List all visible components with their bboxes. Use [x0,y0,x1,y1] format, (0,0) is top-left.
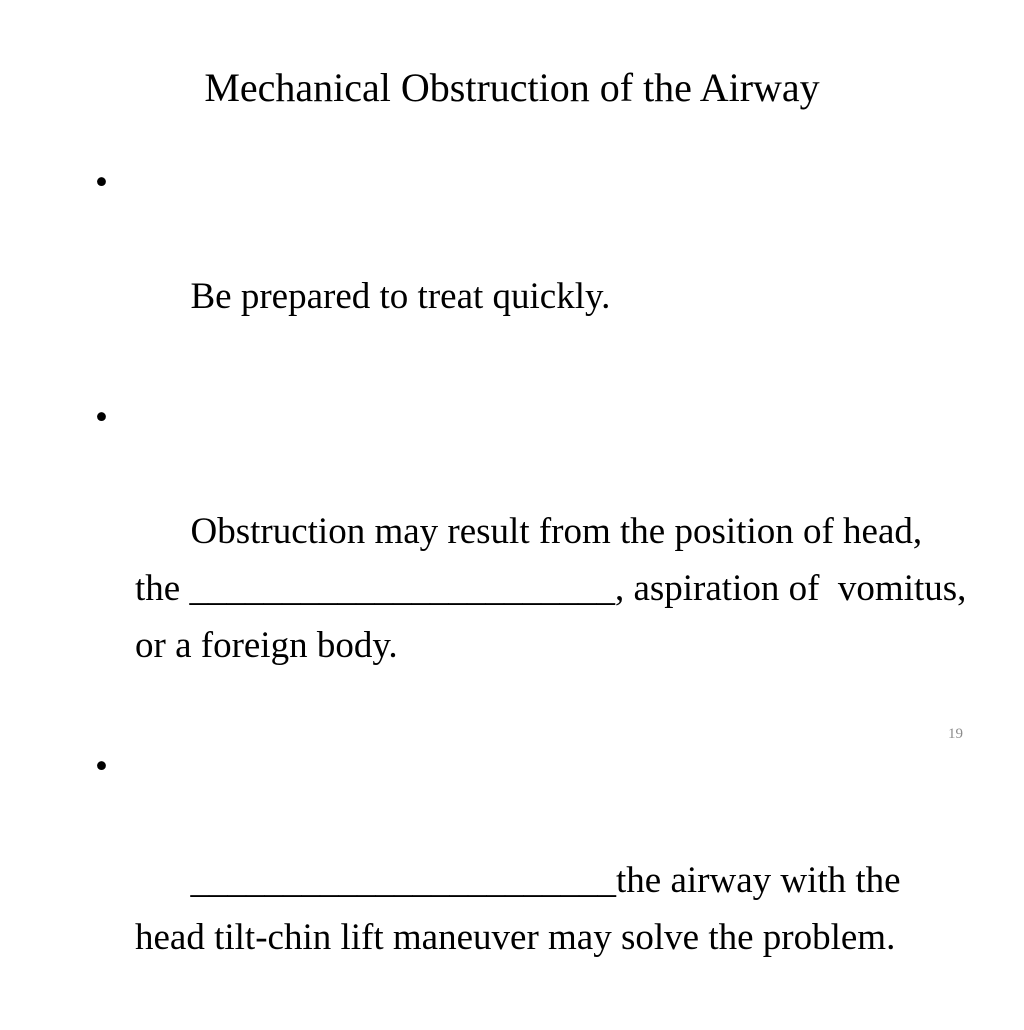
bullet-icon: • [95,746,108,787]
bullet-list [95,154,975,1030]
bullet-item [95,738,975,1023]
bullet-text: Obstruction may result from the position of head, the _______________________, aspiration of vomitus, or a foreign body. [135,511,976,666]
page-number: 19 [948,726,963,742]
bullet-icon: • [95,162,108,203]
bullet-text: _______________________the airway with the head tilt-chin lift maneuver may solve the problem. [135,860,910,958]
slide-title: Mechanical Obstruction of the Airway [204,65,820,110]
bullet-text: Be prepared to treat quickly. [190,276,611,317]
bullet-item [95,389,975,731]
bullet-item [95,154,975,382]
bullet-icon: • [95,397,108,438]
